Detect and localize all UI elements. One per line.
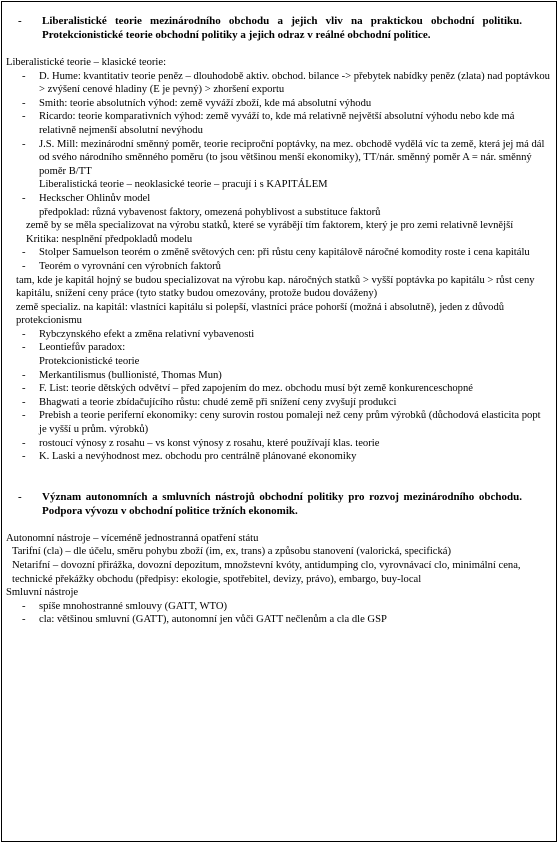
list-item xyxy=(6,600,550,614)
list-item xyxy=(6,192,550,206)
list-item xyxy=(6,328,550,342)
section-heading-2 xyxy=(6,490,550,518)
heading-text: Liberalistické teorie mezinárodního obchodu a jejich vliv na praktickou obchodní politiku. Protekcionistické teorie obchodní politiky a jejich odraz v reálné obchodní politice. xyxy=(42,15,522,41)
equalization-text: tam, kde je kapitál hojný se budou specializovat na výrobu kap. náročných statků > vyšší poptávka po kapitálu > růst ceny kapitálu, snížení ceny práce (tyto statky budou omezovány, protože budou dováženy) xyxy=(16,274,535,300)
list-item xyxy=(6,409,550,436)
list-item-text: J.S. Mill: mezinárodní směnný poměr, teorie reciproční poptávky, na mez. obchodě vydělá víc ta země, která jej má dál od svého národního směnného poměru (to jsou většinou menší ekonomiky), TT/nár. směnný poměr A = nár. směnný poměr B/TT xyxy=(39,138,545,177)
list-item xyxy=(6,437,550,451)
bullet-dash: - xyxy=(22,396,26,408)
bullet-dash: - xyxy=(22,369,26,381)
list-item-text: rostoucí výnosy z rosahu – vs konst výnosy z rosahu, které používají klas. teorie xyxy=(39,437,380,449)
bullet-dash: - xyxy=(22,247,26,259)
list-item xyxy=(6,341,550,355)
list-item xyxy=(6,450,550,464)
list-item-text: cla: většinou smluvní (GATT), autonomní jen vůči GATT nečlenům a cla dle GSP xyxy=(39,614,387,626)
bullet-dash: - xyxy=(22,383,26,395)
bullet-dash: - xyxy=(22,260,26,272)
list-item xyxy=(6,382,550,396)
list-item-text: spíše mnohostranné smlouvy (GATT, WTO) xyxy=(39,600,228,612)
heckscher-result: země by se měla specializovat na výrobu statků, které se vyrábějí tím faktorem, který je pro zemi relativně levnější xyxy=(26,220,514,232)
autonomous-title: Autonomní nástroje – víceméně jednostranná opatření státu xyxy=(6,532,259,544)
list-item xyxy=(6,138,550,179)
bullet-dash: - xyxy=(22,600,26,612)
bullet-dash: - xyxy=(22,70,26,82)
list-item-text: Ricardo: teorie komparativních výhod: země vyváží to, kde má relativně největší absolutní výhodu nebo kde má relativně nejmenší absolutní nevýhodu xyxy=(39,111,515,136)
heckscher-premise: předpoklad: různá vybavenost faktory, omezená pohyblivost a substituce faktorů xyxy=(39,206,381,218)
liberal-title: Liberalistické teorie – klasické teorie: xyxy=(6,57,167,68)
bullet-dash: - xyxy=(22,614,26,626)
list-item-text: Stolper Samuelson teorém o změně světových cen: při růstu ceny kapitálově náročné komodity roste i cena kapitálu xyxy=(39,247,530,259)
list-item xyxy=(6,97,550,111)
bullet-dash: - xyxy=(22,138,26,150)
list-item-text: Prebish a teorie periferní ekonomiky: ceny surovin rostou pomaleji než ceny prům výrobků (důchodová elasticita popt je vyšší u prům. výrobků) xyxy=(39,410,541,436)
bullet-dash: - xyxy=(22,97,26,109)
list-item-text: D. Hume: kvantitativ teorie peněz – dlouhodobě aktiv. obchod. bilance -> přebytek nabídky peněz (zlata) nad poptávkou > zvýšení cenové hladiny (E je pevný) > zhoršení exportu xyxy=(39,70,550,96)
protectionist-title: Protekcionistické teorie xyxy=(39,356,140,368)
list-item-text: K. Laski a nevýhodnost mez. obchodu pro centrálně plánované ekonomiky xyxy=(39,451,357,463)
list-item xyxy=(6,260,550,274)
tariff-line: Tarifní (cla) – dle účelu, směru pohybu zboží (im, ex, trans) a způsobu stanovení (valorická, specifická) xyxy=(12,546,452,558)
list-item-text: F. List: teorie dětských odvětví – před zapojením do mez. obchodu musí být země konkurenceschopné xyxy=(39,383,473,395)
document-page xyxy=(1,1,557,842)
list-item-text: Teorém o vyrovnání cen výrobních faktorů xyxy=(39,260,221,272)
list-item xyxy=(6,613,550,627)
neoclassic-line: Liberalistická teorie – neoklasické teorie – pracují i s KAPITÁLEM xyxy=(39,179,328,191)
list-item-text: Rybczynského efekt a změna relativní vybavenosti xyxy=(39,328,255,340)
bullet-dash: - xyxy=(22,328,26,340)
list-item-text: Bhagwati a teorie zbídačujícího růstu: chudé země při snížení ceny zvyšují produkci xyxy=(39,396,397,408)
bullet-dash: - xyxy=(22,342,26,354)
contract-title: Smluvní nástroje xyxy=(6,587,79,599)
list-item xyxy=(6,396,550,410)
list-item xyxy=(6,246,550,260)
bullet-dash: - xyxy=(22,437,26,449)
list-item-text: Smith: teorie absolutních výhod: země vyváží zboží, kde má absolutní výhodu xyxy=(39,97,372,109)
list-item xyxy=(6,369,550,383)
heading-text: Význam autonomních a smluvních nástrojů obchodní politiky pro rozvoj mezinárodního obchodu. Podpora vývozu v obchodní politice tržních ekonomik. xyxy=(42,490,522,517)
section-heading-1 xyxy=(6,14,550,42)
list-item-text: Leontiefův paradox: xyxy=(39,342,126,354)
bullet-dash: - xyxy=(22,192,26,204)
list-item-text: Merkantilismus (bullionisté, Thomas Mun) xyxy=(39,369,222,381)
bullet-dash: - xyxy=(22,410,26,422)
heading-dash: - xyxy=(18,490,22,503)
capital-specialization: země specializ. na kapitál: vlastníci kapitálu si polepší, vlastníci práce pohorší (možná i absolutně), jeden z důvodů protekcionismu xyxy=(16,301,505,327)
spacer xyxy=(6,464,550,490)
bullet-dash: - xyxy=(22,451,26,463)
list-item xyxy=(6,110,550,137)
list-item-text: Heckscher Ohlinův model xyxy=(39,192,151,204)
heading-dash: - xyxy=(18,15,22,27)
nontariff-line: Netarifní – dovozní přirážka, dovozní depozitum, množstevní kvóty, antidumping clo, vyrovnávací clo, minimální cena, technické překážky obchodu (předpisy: ekologie, spotřebitel, devizy, právo), embargo, buy-local xyxy=(12,560,521,585)
bullet-dash: - xyxy=(22,111,26,123)
critique-line: Kritika: nesplnění předpokladů modelu xyxy=(26,233,193,245)
list-item xyxy=(6,70,550,97)
